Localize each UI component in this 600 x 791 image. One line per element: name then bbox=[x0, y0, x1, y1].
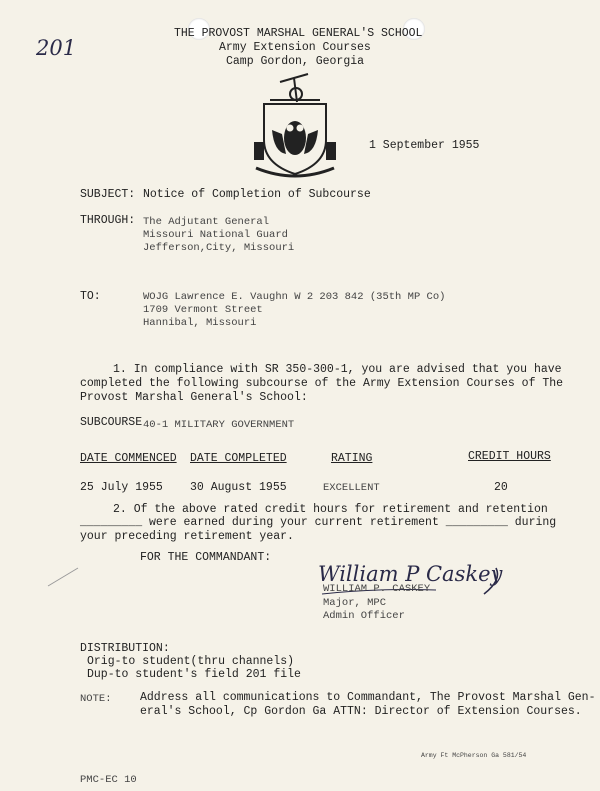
through-line: Jefferson,City, Missouri bbox=[143, 242, 295, 254]
to-line: Hannibal, Missouri bbox=[143, 317, 257, 329]
through-line: The Adjutant General bbox=[143, 216, 270, 228]
to-line: 1709 Vermont Street bbox=[143, 304, 263, 316]
signer-rank: Major, MPC bbox=[323, 597, 387, 609]
paragraph1-line: Provost Marshal General's School: bbox=[80, 391, 308, 404]
header-location: Camp Gordon, Georgia bbox=[226, 55, 365, 68]
distribution-label: DISTRIBUTION: bbox=[80, 642, 170, 655]
table-header-date-commenced: DATE COMMENCED bbox=[80, 452, 177, 465]
handwritten-file-number: 201 bbox=[36, 36, 77, 60]
table-cell-date-commenced: 25 July 1955 bbox=[80, 481, 163, 494]
table-cell-credit-hours: 20 bbox=[494, 481, 508, 494]
table-cell-date-completed: 30 August 1955 bbox=[190, 481, 287, 494]
paragraph1-line: completed the following subcourse of the Army Extension Courses of The bbox=[80, 377, 564, 390]
pencil-mark bbox=[44, 562, 84, 592]
table-cell-rating: EXCELLENT bbox=[323, 482, 380, 494]
note-line: Address all communications to Commandant, The Provost Marshal Gen- bbox=[140, 691, 596, 704]
subject-label: SUBJECT: bbox=[80, 188, 136, 201]
table-header-credit-hours: CREDIT HOURS bbox=[468, 450, 551, 463]
paragraph2-line: 2. Of the above rated credit hours for retirement and retention bbox=[113, 503, 548, 516]
to-line: WOJG Lawrence E. Vaughn W 2 203 842 (35th MP Co) bbox=[143, 291, 446, 303]
subcourse-value: 40-1 MILITARY GOVERNMENT bbox=[143, 419, 295, 431]
commandant-line: FOR THE COMMANDANT: bbox=[140, 551, 272, 564]
printer-mark: Army Ft McPherson Ga 581/54 bbox=[421, 752, 527, 759]
handwritten-signature: William P Caskey bbox=[318, 562, 503, 586]
distribution-line: Orig-to student(thru channels) bbox=[87, 655, 295, 668]
table-header-date-completed: DATE COMPLETED bbox=[190, 452, 287, 465]
note-line: eral's School, Cp Gordon Ga ATTN: Director of Extension Courses. bbox=[140, 705, 582, 718]
subcourse-label: SUBCOURSE bbox=[80, 416, 143, 429]
signer-name: WILLIAM P. CASKEY bbox=[323, 583, 431, 595]
through-label: THROUGH: bbox=[80, 214, 136, 227]
through-line: Missouri National Guard bbox=[143, 229, 288, 241]
table-header-rating: RATING bbox=[331, 452, 373, 465]
form-number: PMC-EC 10 bbox=[80, 774, 137, 786]
paragraph2-line: your preceding retirement year. bbox=[80, 530, 294, 543]
paragraph2-line: _________ were earned during your current retirement _________ during bbox=[80, 516, 557, 529]
note-label: NOTE: bbox=[80, 693, 112, 705]
letter-date: 1 September 1955 bbox=[369, 139, 480, 152]
school-crest-emblem bbox=[250, 68, 340, 180]
paragraph1-line: 1. In compliance with SR 350-300-1, you are advised that you have bbox=[113, 363, 562, 376]
to-label: TO: bbox=[80, 290, 101, 303]
signer-title: Admin Officer bbox=[323, 610, 405, 622]
header-school: THE PROVOST MARSHAL GENERAL'S SCHOOL bbox=[174, 27, 423, 40]
subject-text: Notice of Completion of Subcourse bbox=[143, 188, 371, 201]
header-courses: Army Extension Courses bbox=[219, 41, 371, 54]
distribution-line: Dup-to student's field 201 file bbox=[87, 668, 301, 681]
